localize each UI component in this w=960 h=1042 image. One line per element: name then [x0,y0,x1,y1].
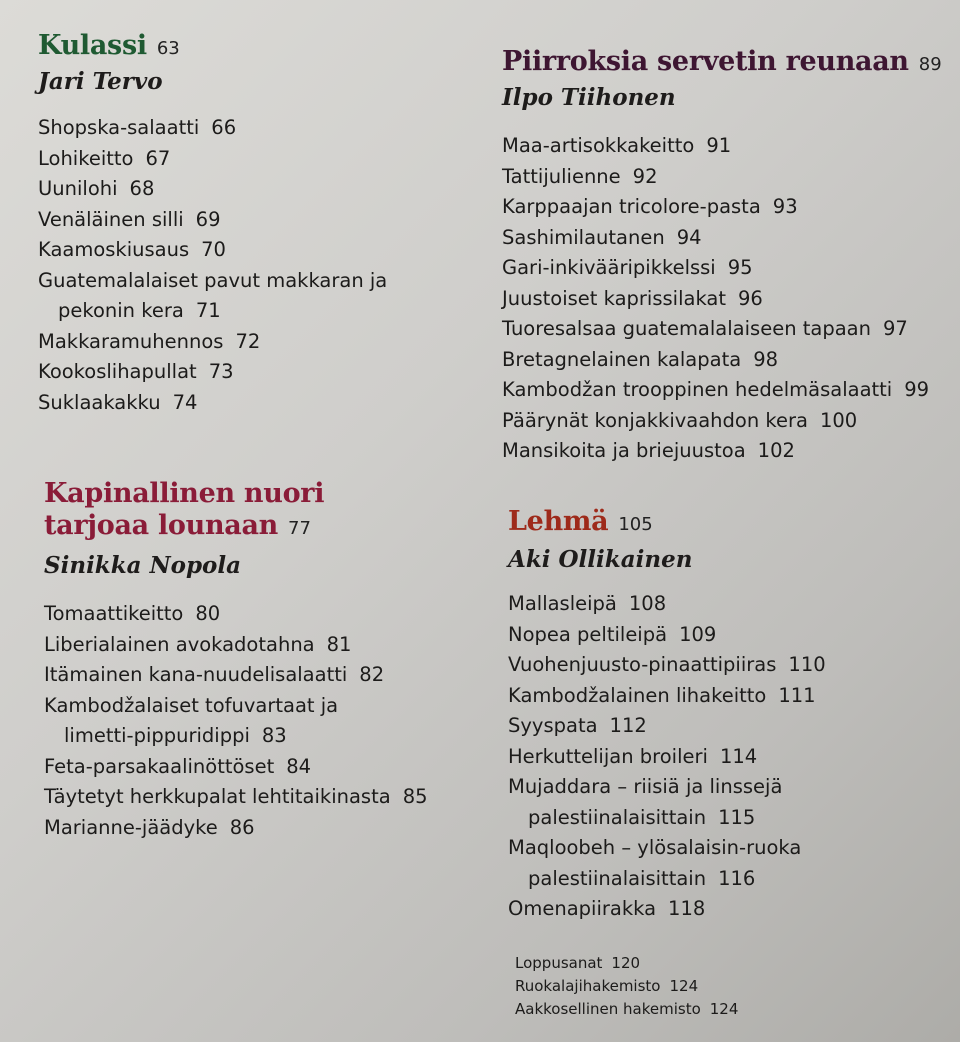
recipe-name-continuation [44,721,428,752]
recipe-page: 68 [129,177,155,200]
recipe-name: Kambodžalaiset tofuvartaat ja [44,693,339,717]
title-text: Lehmä [508,506,609,537]
recipe-entry [502,436,942,467]
recipe-name: Sashimilautanen [502,225,665,249]
recipe-name: Tomaattikeitto [44,602,184,625]
recipe-entry [502,406,942,437]
recipe-page: 93 [772,195,798,218]
recipe-name-continuation [38,296,387,327]
recipe-entry [508,650,826,681]
recipe-page: 91 [706,134,732,157]
entry-page: 124 [709,1000,739,1018]
back-matter [515,952,738,1021]
recipe-name: Maqloobeh – ylösalaisin-ruoka [508,836,802,859]
recipe-page: 102 [757,439,795,462]
recipe-entry [502,162,942,193]
recipe-list [38,113,387,418]
section-kapinallinen-nuori [44,478,428,843]
entry-name: Aakkosellinen hakemisto [515,1000,701,1018]
recipe-page: 85 [402,785,428,808]
section-piirroksia [502,46,942,467]
recipe-name: Juustoiset kaprissilakat [502,286,726,310]
back-matter-entry [515,975,738,998]
recipe-page: 66 [211,116,237,139]
recipe-entry [502,284,942,315]
entry-name: Ruokalajihakemisto [515,977,661,995]
title-page-number: 63 [156,38,180,59]
recipe-entry [44,691,428,752]
recipe-list [502,131,942,467]
recipe-entry [508,833,826,894]
recipe-entry [508,620,826,651]
recipe-entry [44,660,428,691]
recipe-name: Maa-artisokkakeitto [502,134,695,157]
recipe-name: Feta-parsakaalinöttöset [44,754,275,778]
entry-name: Loppusanat [515,954,603,972]
recipe-entry [502,192,942,223]
recipe-entry [44,599,428,630]
recipe-page: 71 [195,299,221,322]
recipe-name: Makkaramuhennos [38,329,224,353]
recipe-name: Suklaakakku [38,390,161,414]
recipe-page: 100 [819,408,858,432]
title-text: Piirroksia servetin reunaan [502,46,909,77]
back-matter-entry [515,998,738,1021]
recipe-entry [38,144,387,175]
recipe-entry [38,357,387,388]
recipe-name-cont-text: limetti-pippuridippi [64,724,250,747]
recipe-page: 70 [201,238,226,261]
entry-page: 120 [611,954,641,972]
recipe-page: 111 [778,683,816,707]
recipe-page: 94 [676,225,702,249]
recipe-name: Omenapiirakka [508,897,657,920]
recipe-page: 98 [753,347,779,371]
section-title [38,30,387,65]
recipe-name-cont-text: pekonin kera [58,299,184,322]
recipe-name-continuation [508,803,826,834]
recipe-name: Lohikeitto [38,146,134,170]
recipe-page: 99 [904,378,930,401]
recipe-name: Päärynät konjakkivaahdon kera [502,408,808,432]
recipe-entry [38,327,387,358]
recipe-entry [502,375,942,406]
recipe-entry [508,742,826,773]
recipe-entry [502,131,942,162]
recipe-name: Mallasleipä [508,592,617,615]
section-lehma [508,506,826,925]
recipe-page: 92 [632,164,658,188]
recipe-page: 80 [195,602,221,625]
recipe-name: Herkuttelijan broileri [508,744,708,768]
recipe-name-continuation [508,864,826,895]
recipe-entry [502,345,942,376]
recipe-page: 96 [737,286,763,310]
section-author: Jari Tervo [38,68,163,95]
back-matter-list [515,952,738,1021]
recipe-name: Vuohenjuusto-pinaattipiiras [508,653,777,676]
recipe-page: 112 [609,714,647,737]
section-title [502,46,942,81]
recipe-entry [38,113,387,144]
recipe-entry [508,681,826,712]
recipe-name: Tuoresalsaa guatemalalaiseen tapaan [502,317,871,340]
recipe-name: Mansikoita ja briejuustoa [502,439,746,462]
recipe-entry [44,630,428,661]
recipe-page: 109 [679,622,717,646]
recipe-entry [44,782,428,813]
section-author: Sinikka Nopola [44,552,242,579]
recipe-page: 81 [326,632,352,656]
section-author: Ilpo Tiihonen [502,84,676,111]
recipe-name: Venäläinen silli [38,207,184,231]
recipe-entry [44,752,428,783]
recipe-name: Liberialainen avokadotahna [44,632,315,656]
recipe-name: Nopea peltileipä [508,622,668,646]
recipe-name: Shopska-salaatti [38,116,200,139]
recipe-entry [38,174,387,205]
recipe-entry [38,205,387,236]
recipe-page: 110 [788,653,826,676]
recipe-name: Uunilohi [38,177,118,200]
recipe-page: 82 [359,663,385,686]
recipe-name: Bretagnelainen kalapata [502,347,742,371]
title-page-number: 77 [288,518,311,539]
recipe-page: 69 [195,207,221,231]
recipe-name: Kookoslihapullat [38,360,197,383]
recipe-entry [38,266,387,327]
recipe-page: 74 [172,390,198,414]
recipe-name: Itämainen kana-nuudelisalaatti [44,663,348,686]
title-page-number: 89 [918,54,942,75]
recipe-name: Kaamoskiusaus [38,238,190,261]
recipe-page: 108 [628,592,667,615]
recipe-page: 73 [208,360,234,383]
recipe-name: Mujaddara – riisiä ja linssejä [508,775,783,798]
recipe-name: Täytetyt herkkupalat lehtitaikinasta [44,785,391,808]
recipe-page: 97 [882,317,908,340]
recipe-entry [38,388,387,419]
recipe-list [508,589,826,925]
recipe-entry [508,772,826,833]
entry-page: 124 [669,977,699,995]
recipe-entry [502,314,942,345]
recipe-entry [44,813,428,844]
recipe-page: 83 [261,724,287,747]
recipe-page: 114 [719,744,758,768]
recipe-entry [508,894,826,925]
recipe-entry [502,223,942,254]
recipe-page: 67 [145,146,171,170]
recipe-page: 118 [668,897,706,920]
section-title [44,478,428,545]
recipe-name: Marianne-jäädyke [44,815,218,839]
recipe-entry [502,253,942,284]
section-author: Aki Ollikainen [508,546,693,573]
recipe-page: 115 [718,805,756,829]
recipe-name: Kambodžan trooppinen hedelmäsalaatti [502,378,893,401]
recipe-entry [508,711,826,742]
section-kulassi [38,30,387,418]
section-title [508,506,826,541]
back-matter-entry [515,952,738,975]
recipe-name-cont-text: palestiinalaisittain [528,866,707,890]
recipe-page: 84 [286,754,312,778]
recipe-page: 116 [718,866,756,890]
recipe-page: 95 [727,256,753,279]
recipe-page: 86 [229,815,255,839]
recipe-name: Syyspata [508,714,598,737]
recipe-name: Karppaajan tricolore-pasta [502,195,761,218]
title-page-number: 105 [618,514,653,535]
recipe-list [44,599,428,843]
recipe-name: Tattijulienne [502,164,621,188]
title-line-1: Kapinallinen nuori [44,478,325,509]
recipe-name-cont-text: palestiinalaisittain [528,805,707,829]
recipe-name: Kambodžalainen lihakeitto [508,683,767,707]
recipe-name: Gari-inkivääripikkelssi [502,256,716,279]
recipe-page: 72 [235,329,261,353]
title-line-2: tarjoaa lounaan [44,510,279,541]
recipe-entry [508,589,826,620]
recipe-name: Guatemalalaiset pavut makkaran ja [38,268,388,292]
recipe-entry [38,235,387,266]
title-text: Kulassi [38,30,147,61]
